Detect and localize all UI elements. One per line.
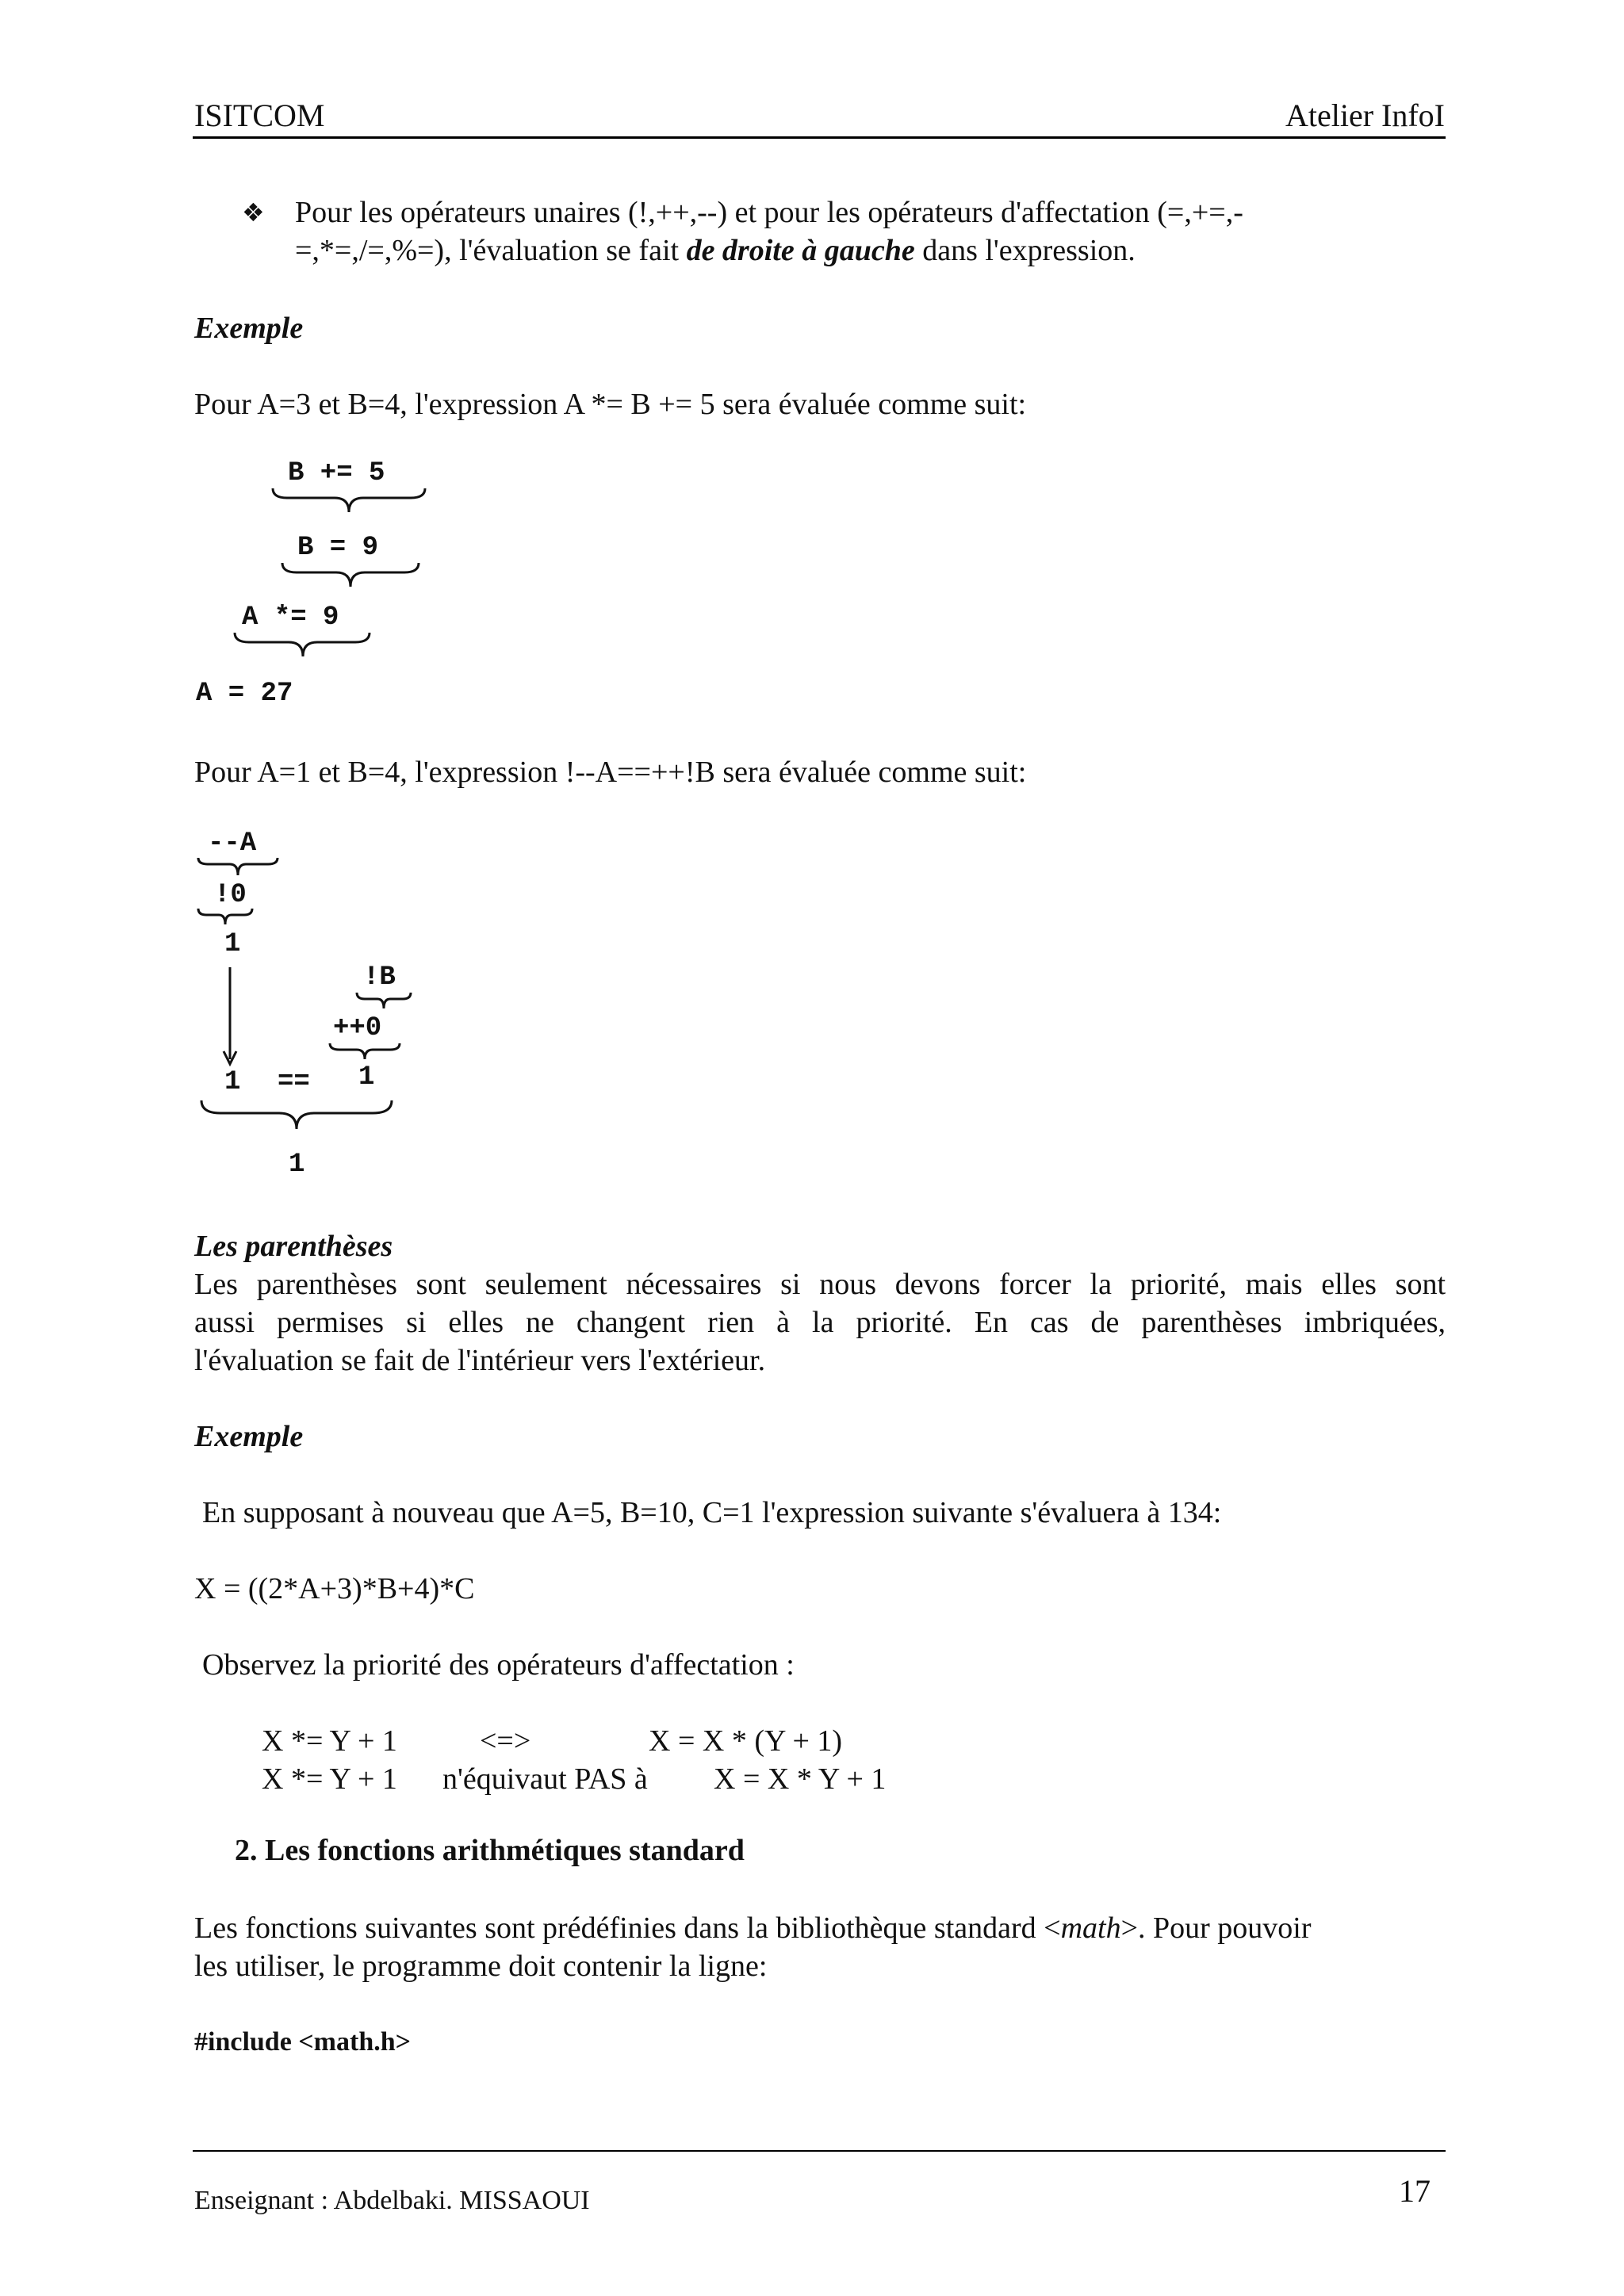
equiv-row2-right: X = X * Y + 1 xyxy=(714,1762,887,1796)
example1-step-1: B += 5 xyxy=(288,458,385,488)
footer-author: Enseignant : Abdelbaki. MISSAOUI xyxy=(194,2186,590,2215)
footer-rule xyxy=(193,2150,1446,2152)
header-rule xyxy=(193,136,1446,139)
node-final: 1 xyxy=(289,1150,305,1180)
header-right: Atelier InfoI xyxy=(1285,98,1445,133)
example1-step-2: B = 9 xyxy=(297,533,379,563)
section2-line-1: Les fonctions suivantes sont prédéfinies dans la bibliothèque standard <math>. Pour pouvoir xyxy=(194,1911,1312,1945)
header-left: ISITCOM xyxy=(194,98,325,133)
section2-math-emphasis: math xyxy=(1060,1911,1121,1945)
node-result-right: 1 xyxy=(358,1062,375,1093)
example1-heading: Exemple xyxy=(194,312,304,345)
bullet-line-1: Pour les opérateurs unaires (!,++,--) et pour les opérateurs d'affectation (=,+=,- xyxy=(295,196,1243,229)
example1-intro: Pour A=3 et B=4, l'expression A *= B += 5 sera évaluée comme suit: xyxy=(194,388,1027,421)
example1-step-3: A *= 9 xyxy=(242,603,339,633)
equiv-row2-left: X *= Y + 1 xyxy=(262,1762,397,1796)
node-dec-a: --A xyxy=(208,828,257,859)
parentheses-heading: Les parenthèses xyxy=(194,1230,393,1263)
brace-3 xyxy=(232,629,374,668)
parentheses-line-2: aussi permises si elles ne changent rien à la priorité. En cas de parenthèses imbriquées, xyxy=(194,1306,1446,1339)
node-result-left: 1 xyxy=(224,929,241,959)
brace-not-0 xyxy=(195,905,259,932)
example3-intro: En supposant à nouveau que A=5, B=10, C=1 l'expression suivante s'évaluera à 134: xyxy=(202,1496,1222,1529)
equiv-row1-mid: <=> xyxy=(480,1724,531,1758)
node-not-0: !0 xyxy=(214,880,247,910)
node-equal-left: 1 xyxy=(224,1067,241,1097)
equiv-row1-right: X = X * (Y + 1) xyxy=(649,1724,843,1758)
example3-observe: Observez la priorité des opérateurs d'affectation : xyxy=(202,1648,795,1682)
example3-heading: Exemple xyxy=(194,1420,304,1453)
brace-not-b xyxy=(354,989,417,1016)
brace-equal xyxy=(198,1097,396,1138)
bullet-line-2: =,*=,/=,%=), l'évaluation se fait de droite à gauche dans l'expression. xyxy=(295,234,1136,267)
section2-line-2: les utiliser, le programme doit contenir la ligne: xyxy=(194,1950,768,1983)
example3-expression: X = ((2*A+3)*B+4)*C xyxy=(194,1572,475,1605)
section2-title: 2. Les fonctions arithmétiques standard xyxy=(235,1834,745,1867)
page-number: 17 xyxy=(1399,2173,1431,2209)
node-equal-op: == xyxy=(278,1067,310,1097)
bullet-icon: ❖ xyxy=(242,197,265,228)
example1-step-4: A = 27 xyxy=(196,679,293,709)
example2-intro: Pour A=1 et B=4, l'expression !--A==++!B sera évaluée comme suit: xyxy=(194,756,1027,789)
arrow-down-icon xyxy=(220,966,239,1069)
bullet-emphasis: de droite à gauche xyxy=(686,234,915,267)
include-directive: #include <math.h> xyxy=(194,2027,412,2057)
brace-1 xyxy=(270,485,428,523)
equiv-row2-mid: n'équivaut PAS à xyxy=(442,1762,648,1796)
brace-2 xyxy=(279,560,422,598)
node-inc-0: ++0 xyxy=(333,1013,382,1043)
parentheses-line-3: l'évaluation se fait de l'intérieur vers l'extérieur. xyxy=(194,1344,766,1377)
node-not-b: !B xyxy=(363,962,396,993)
brace-dec-a xyxy=(195,855,282,883)
equiv-row1-left: X *= Y + 1 xyxy=(262,1724,397,1758)
parentheses-line-1: Les parenthèses sont seulement nécessaires si nous devons forcer la priorité, mais elles sont xyxy=(194,1268,1446,1301)
